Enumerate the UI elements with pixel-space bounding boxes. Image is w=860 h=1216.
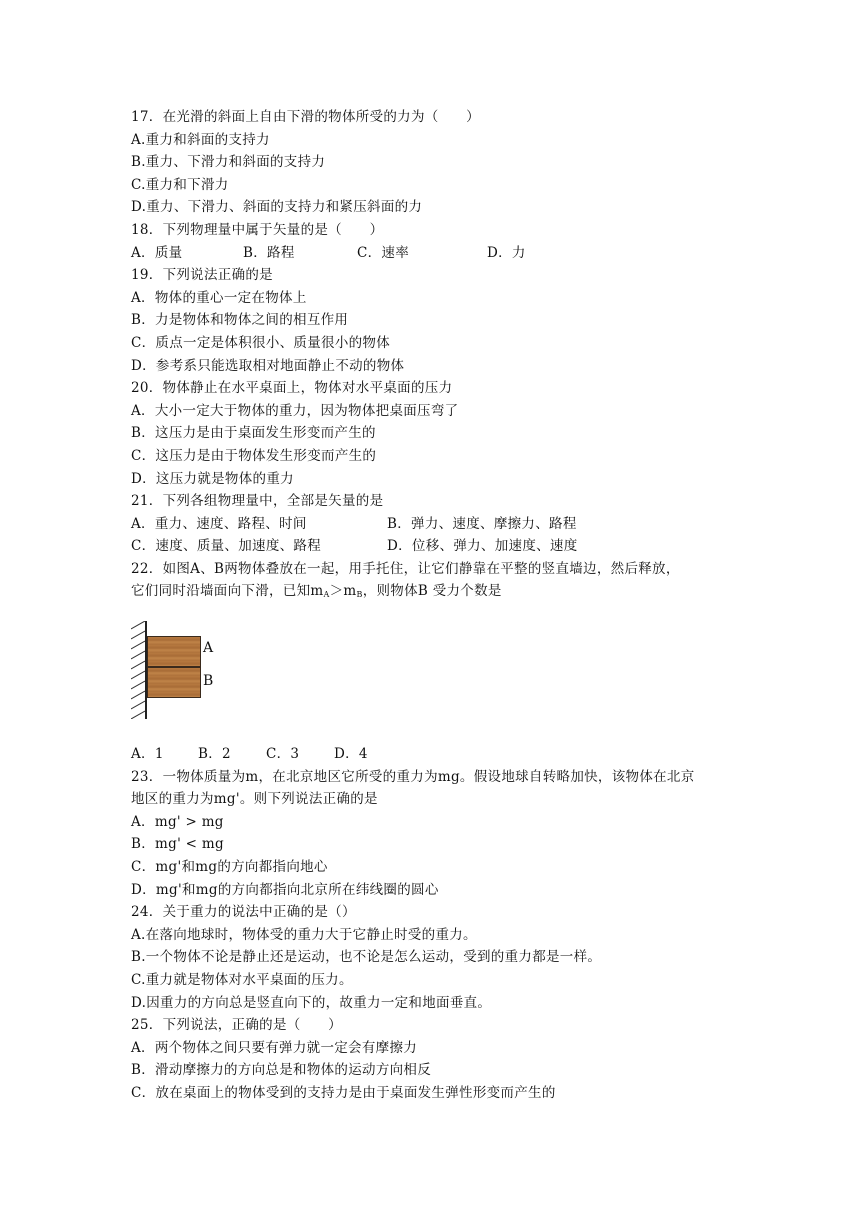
- q18-options: [131, 242, 771, 265]
- q21-options-row2: [131, 535, 771, 558]
- q18-option-d: D．力: [487, 244, 526, 261]
- q23-stem-line2: 地区的重力为mg'。则下列说法正确的是: [131, 791, 378, 808]
- q22-figure-stacked-blocks: [131, 603, 771, 743]
- q23-option-d: D．mg'和mg的方向都指向北京所在纬线圈的圆心: [131, 881, 439, 898]
- q22-subscript-a: A: [323, 590, 330, 600]
- q23-option-a: A．mg' > mg: [131, 813, 224, 830]
- q22-stem-text: 它们同时沿墙面向下滑，已知m: [131, 583, 324, 600]
- q20-stem: 20．物体静止在水平桌面上，物体对水平桌面的压力: [131, 380, 453, 397]
- worksheet-page: [131, 106, 771, 1105]
- q18-option-b: B．路程: [243, 244, 295, 261]
- q21-stem: 21．下列各组物理量中，全部是矢量的是: [131, 493, 384, 510]
- q25-option-a: A．两个物体之间只要有弹力就一定会有摩擦力: [131, 1039, 418, 1056]
- q23-option-b: B．mg' < mg: [131, 836, 224, 853]
- q24-option-d: D.因重力的方向总是竖直向下的，故重力一定和地面垂直。: [131, 994, 492, 1011]
- block-b-label: B: [203, 673, 214, 690]
- q17-option-c: C.重力和下滑力: [131, 176, 229, 193]
- q17-option-d: D.重力、下滑力、斜面的支持力和紧压斜面的力: [131, 199, 423, 216]
- q21-option-d: D．位移、弹力、加速度、速度: [387, 538, 578, 555]
- q23-option-c: C．mg'和mg的方向都指向地心: [131, 859, 328, 876]
- q22-option-c: C．3: [266, 746, 300, 763]
- q25-stem: 25．下列说法，正确的是（ ）: [131, 1017, 342, 1034]
- q21-options-row1: [131, 513, 771, 536]
- q24-stem: 24．关于重力的说法中正确的是（）: [131, 904, 356, 921]
- q22-options: [131, 743, 771, 766]
- q22-stem-text-end: ，则物体B 受力个数是: [362, 583, 502, 600]
- q18-option-a: A．质量: [131, 244, 183, 261]
- q17-stem: 17．在光滑的斜面上自由下滑的物体所受的力为（ ）: [131, 109, 480, 125]
- q20-option-b: B．这压力是由于桌面发生形变而产生的: [131, 425, 376, 442]
- q21-option-a: A．重力、速度、路程、时间: [131, 515, 307, 532]
- q19-option-d: D．参考系只能选取相对地面静止不动的物体: [131, 357, 405, 374]
- q19-option-b: B．力是物体和物体之间的相互作用: [131, 312, 349, 329]
- q20-option-c: C．这压力是由于物体发生形变而产生的: [131, 447, 377, 464]
- q25-option-c: C．放在桌面上的物体受到的支持力是由于桌面发生弹性形变而产生的: [131, 1084, 556, 1101]
- q22-stem-line2: [131, 580, 771, 603]
- q20-option-d: D．这压力就是物体的重力: [131, 470, 294, 487]
- q21-option-c: C．速度、质量、加速度、路程: [131, 538, 322, 555]
- q22-option-a: A．1: [131, 746, 164, 763]
- block-a: [147, 636, 201, 667]
- block-b: [147, 667, 201, 698]
- q17-option-a: A.重力和斜面的支持力: [131, 131, 270, 148]
- q19-option-c: C．质点一定是体积很小、质量很小的物体: [131, 334, 391, 351]
- q18-option-c: C．速率: [357, 244, 410, 261]
- wall-hatch-icon: [131, 621, 145, 719]
- q19-option-a: A．物体的重心一定在物体上: [131, 289, 307, 306]
- q22-stem-text-mid: ＞m: [329, 583, 357, 600]
- q17-option-b: B.重力、下滑力和斜面的支持力: [131, 154, 326, 171]
- q22-option-d: D．4: [334, 746, 368, 763]
- q21-option-b: B．弹力、速度、摩擦力、路程: [387, 515, 577, 532]
- q20-option-a: A．大小一定大于物体的重力，因为物体把桌面压弯了: [131, 402, 459, 419]
- q22-subscript-b: B: [356, 590, 363, 600]
- q24-option-a: A.在落向地球时，物体受的重力大于它静止时受的重力。: [131, 926, 477, 943]
- q24-option-c: C.重力就是物体对水平桌面的压力。: [131, 972, 353, 988]
- q25-option-b: B．滑动摩擦力的方向总是和物体的运动方向相反: [131, 1062, 432, 1079]
- q19-stem: 19．下列说法正确的是: [131, 267, 273, 284]
- q22-option-b: B．2: [198, 746, 231, 763]
- q23-stem-line1: 23．一物体质量为m，在北京地区它所受的重力为mg。假设地球自转略加快，该物体在北京: [131, 768, 695, 785]
- q18-stem: 18．下列物理量中属于矢量的是（ ）: [131, 221, 384, 238]
- q24-option-b: B.一个物体不论是静止还是运动，也不论是怎么运动，受到的重力都是一样。: [131, 949, 602, 966]
- block-a-label: A: [203, 640, 214, 657]
- q22-stem-line1: 22．如图A、B两物体叠放在一起，用手托住，让它们静靠在平整的竖直墙边，然后释放，: [131, 560, 680, 577]
